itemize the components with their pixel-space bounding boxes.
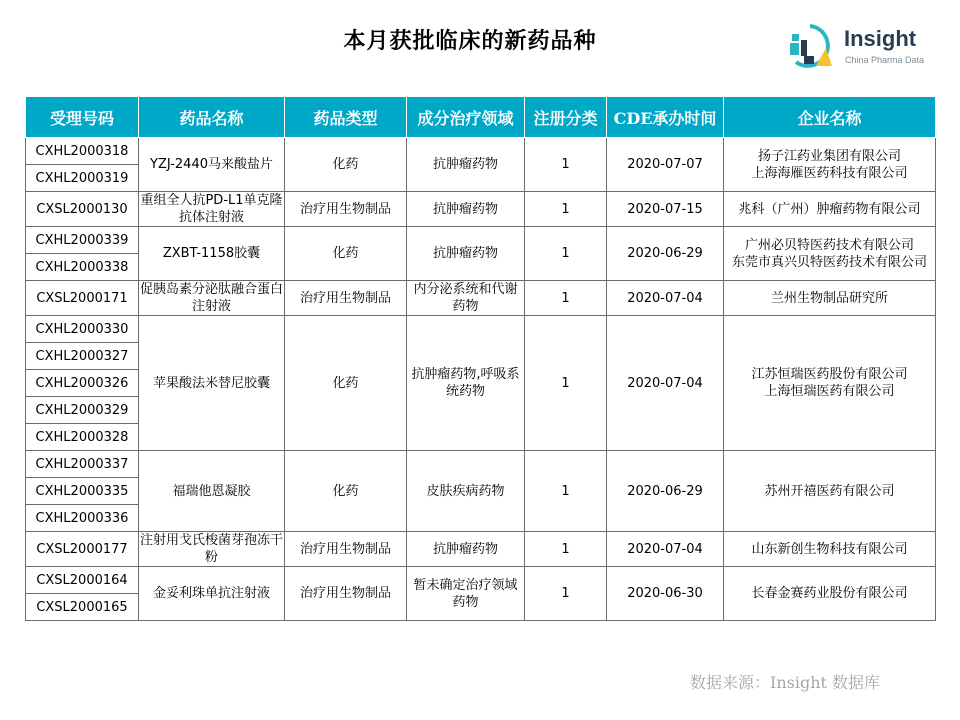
reg-category-cell: 1 <box>525 567 607 621</box>
header-cde-date: CDE承办时间 <box>607 97 724 138</box>
insight-logo-icon <box>786 20 838 72</box>
drug-type-cell: 化药 <box>285 451 407 532</box>
therapy-area-cell: 皮肤疾病药物 <box>407 451 525 532</box>
header-company: 企业名称 <box>724 97 936 138</box>
reg-category-cell: 1 <box>525 316 607 451</box>
table-row <box>26 281 936 316</box>
table-body <box>26 138 936 621</box>
drug-name-cell: 苹果酸法米替尼胶囊 <box>139 316 285 451</box>
header-drug-type: 药品类型 <box>285 97 407 138</box>
therapy-area-cell: 抗肿瘤药物,呼吸系统药物 <box>407 316 525 451</box>
drug-name-cell: 注射用戈氏梭菌芽孢冻干粉 <box>140 533 284 565</box>
drug-name-cell: 金妥利珠单抗注射液 <box>139 567 285 621</box>
therapy-area-cell: 内分泌系统和代谢药物 <box>407 281 525 316</box>
therapy-area-cell: 抗肿瘤药物 <box>407 227 525 281</box>
cde-date-cell: 2020-06-29 <box>607 227 724 281</box>
accept-no-cell: CXHL2000329 <box>26 397 139 424</box>
accept-no-cell: CXHL2000336 <box>26 505 139 532</box>
accept-no-cell: CXHL2000318 <box>26 138 139 165</box>
reg-category-cell: 1 <box>525 138 607 192</box>
therapy-area-cell: 抗肿瘤药物 <box>407 192 525 227</box>
header-therapy-area: 成分治疗领域 <box>407 97 525 138</box>
table-row <box>26 567 936 594</box>
accept-no-cell: CXHL2000326 <box>26 370 139 397</box>
company-cell: 苏州开禧医药有限公司 <box>724 451 936 532</box>
header-drug-name: 药品名称 <box>139 97 285 138</box>
drug-type-cell: 化药 <box>285 138 407 192</box>
company-cell: 广州必贝特医药技术有限公司 东莞市真兴贝特医药技术有限公司 <box>724 227 936 281</box>
cde-date-cell: 2020-07-15 <box>607 192 724 227</box>
drug-name-cell: 重组全人抗PD-L1单克隆抗体注射液 <box>140 193 283 225</box>
reg-category-cell: 1 <box>525 192 607 227</box>
cde-date-cell: 2020-07-07 <box>607 138 724 192</box>
logo-name: Insight <box>844 26 917 51</box>
cde-date-cell: 2020-06-30 <box>607 567 724 621</box>
drug-type-cell: 治疗用生物制品 <box>285 567 407 621</box>
company-cell: 兆科（广州）肿瘤药物有限公司 <box>724 192 936 227</box>
company-cell: 扬子江药业集团有限公司 上海海雁医药科技有限公司 <box>724 138 936 192</box>
page-title: 本月获批临床的新药品种 <box>343 29 597 54</box>
drug-name-cell: 福瑞他恩凝胶 <box>139 451 285 532</box>
drug-type-cell: 化药 <box>285 316 407 451</box>
reg-category-cell: 1 <box>525 281 607 316</box>
accept-no-cell: CXHL2000328 <box>26 424 139 451</box>
drug-name-cell: 促胰岛素分泌肽融合蛋白注射液 <box>140 282 284 314</box>
table-header-row <box>26 97 936 138</box>
therapy-area-cell: 抗肿瘤药物 <box>407 532 525 567</box>
reg-category-cell: 1 <box>525 227 607 281</box>
accept-no-cell: CXSL2000177 <box>26 532 139 567</box>
drug-table <box>25 96 936 621</box>
cde-date-cell: 2020-07-04 <box>607 532 724 567</box>
header-accept-no: 受理号码 <box>26 97 139 138</box>
therapy-area-cell: 抗肿瘤药物 <box>407 138 525 192</box>
table-row <box>26 316 936 343</box>
accept-no-cell: CXHL2000319 <box>26 165 139 192</box>
cde-date-cell: 2020-06-29 <box>607 451 724 532</box>
company-cell: 长春金赛药业股份有限公司 <box>724 567 936 621</box>
header-reg-category: 注册分类 <box>525 97 607 138</box>
table-row <box>26 138 936 165</box>
reg-category-cell: 1 <box>525 451 607 532</box>
accept-no-cell: CXHL2000335 <box>26 478 139 505</box>
data-source-note: 数据来源：Insight 数据库 <box>690 673 881 692</box>
company-cell: 江苏恒瑞医药股份有限公司 上海恒瑞医药有限公司 <box>724 316 936 451</box>
table-row <box>26 532 936 567</box>
accept-no-cell: CXSL2000130 <box>26 192 139 227</box>
company-cell: 山东新创生物科技有限公司 <box>724 532 936 567</box>
accept-no-cell: CXSL2000164 <box>26 567 139 594</box>
logo-subtitle: China Pharma Data <box>845 55 925 65</box>
accept-no-cell: CXHL2000327 <box>26 343 139 370</box>
cde-date-cell: 2020-07-04 <box>607 281 724 316</box>
table-row <box>26 227 936 254</box>
accept-no-cell: CXHL2000337 <box>26 451 139 478</box>
accept-no-cell: CXSL2000165 <box>26 594 139 621</box>
table-row <box>26 192 936 227</box>
accept-no-cell: CXHL2000339 <box>26 227 139 254</box>
drug-name-cell: ZXBT-1158胶囊 <box>139 227 285 281</box>
company-cell: 兰州生物制品研究所 <box>724 281 936 316</box>
drug-type-cell: 治疗用生物制品 <box>285 532 407 567</box>
drug-type-cell: 化药 <box>285 227 407 281</box>
therapy-area-cell: 暂未确定治疗领域药物 <box>407 567 525 621</box>
drug-name-cell: YZJ-2440马来酸盐片 <box>139 138 285 192</box>
reg-category-cell: 1 <box>525 532 607 567</box>
table-row <box>26 451 936 478</box>
drug-type-cell: 治疗用生物制品 <box>285 192 407 227</box>
cde-date-cell: 2020-07-04 <box>607 316 724 451</box>
accept-no-cell: CXHL2000330 <box>26 316 139 343</box>
drug-type-cell: 治疗用生物制品 <box>285 281 407 316</box>
accept-no-cell: CXHL2000338 <box>26 254 139 281</box>
insight-logo <box>786 20 936 72</box>
accept-no-cell: CXSL2000171 <box>26 281 139 316</box>
